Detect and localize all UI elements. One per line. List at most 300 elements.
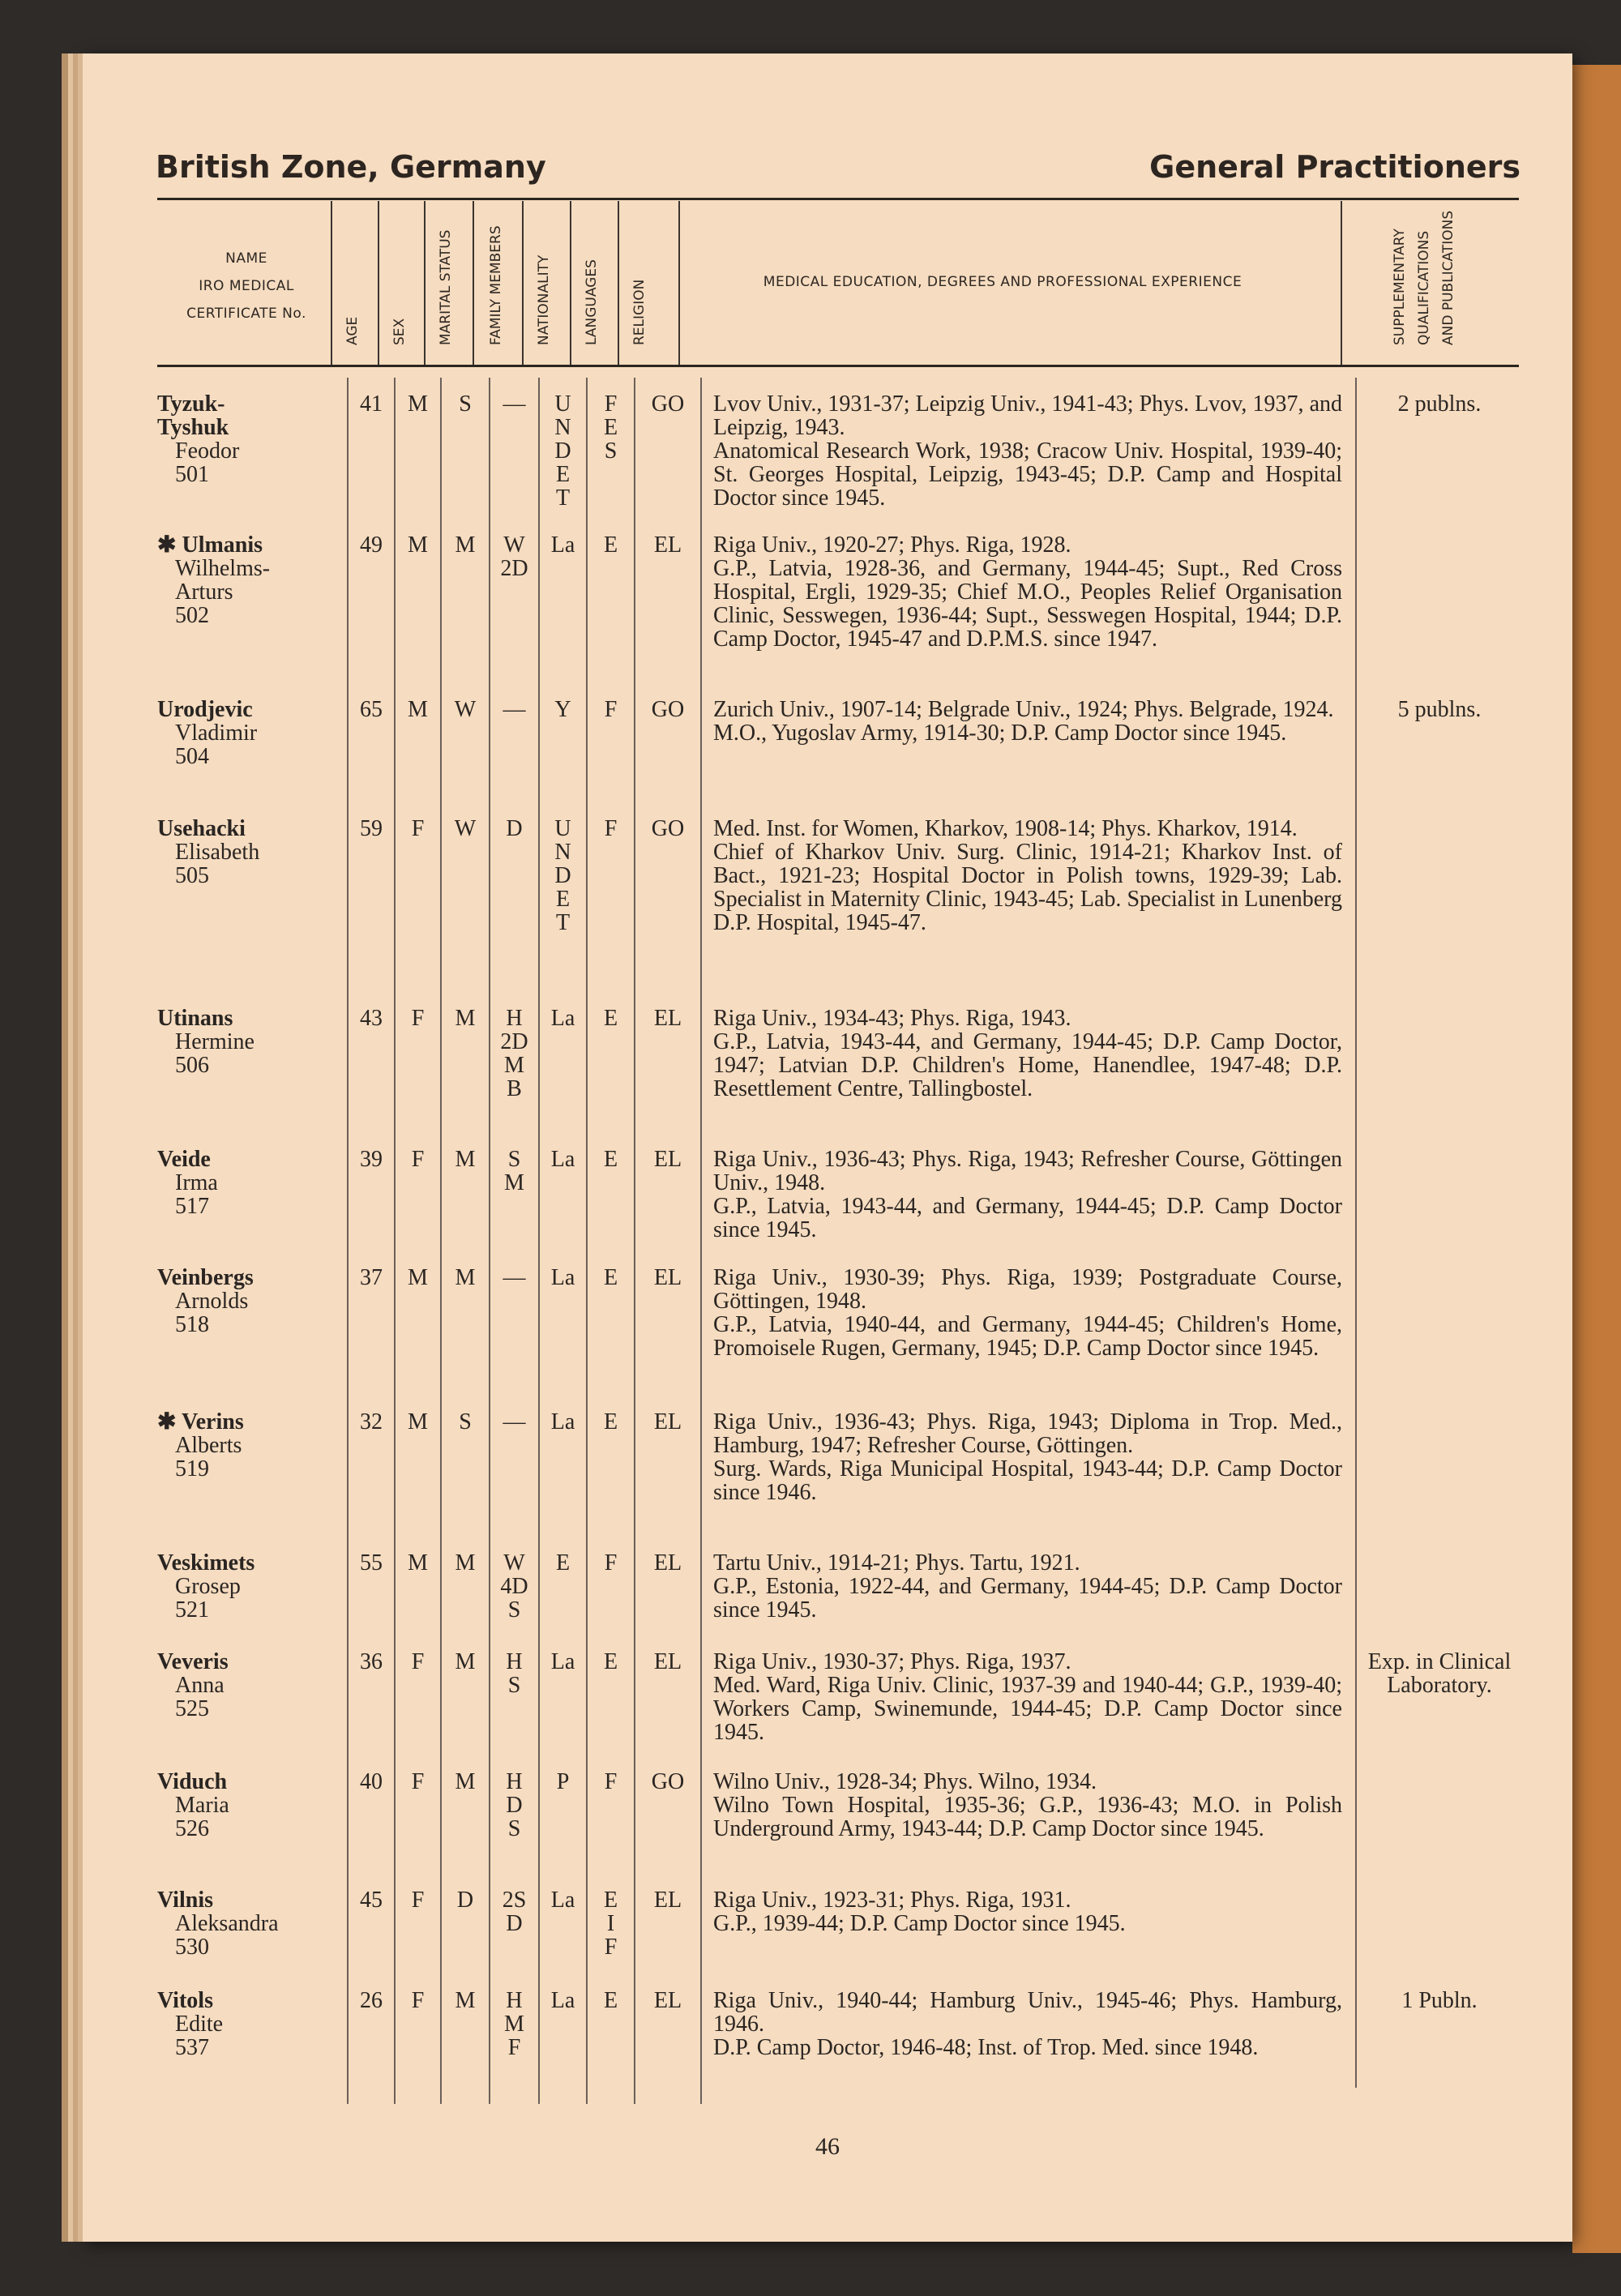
column-education-heading: MEDICAL EDUCATION, DEGREES AND PROFESSIONAL EXPERIENCE [763,274,1242,290]
family-value: H [506,1649,523,1674]
given-name: Hermine [175,1029,254,1054]
surname-text: Utinans [157,1006,233,1031]
religion-cell: EL [653,1988,682,2013]
family-cell [490,1148,538,1195]
surname-text: Urodjevic [157,697,253,722]
experience-text [713,1007,1342,1101]
certificate-number: 518 [175,1312,209,1337]
age-cell: 36 [360,1649,383,1674]
family-value: W [503,532,525,558]
marital-cell: M [455,1147,476,1172]
star-marker-icon: ✱ [157,1409,177,1434]
nationality-value: La [550,532,575,558]
certificate-number: 521 [175,1597,209,1623]
name-block [157,1148,344,1218]
column-name-heading [157,245,336,327]
family-cell [490,1551,538,1622]
languages-value: F [604,391,618,417]
column-languages-heading: LANGUAGES [584,259,600,345]
experience-text [713,1650,1342,1744]
family-value: 4D [500,1574,528,1599]
column-rule [678,201,680,365]
age-cell: 26 [360,1988,383,2013]
family-cell [490,698,538,721]
experience-paragraph: D.P. Camp Doctor, 1946-48; Inst. of Trop. Med. since 1948. [713,2035,1259,2060]
surname [157,1888,344,1912]
sex-cell: M [408,1409,428,1434]
nationality-value: D [554,438,571,464]
religion-cell: EL [653,1265,682,1290]
given-name: Grosep [175,1574,241,1599]
name-block [157,1888,344,1959]
body-column-rule [489,378,490,2104]
certificate-number: 501 [175,462,209,487]
given-name: Feodor [175,438,240,464]
experience-text [713,1770,1342,1841]
sex-cell: F [411,1147,425,1172]
body-column-rule [1355,378,1357,2088]
age-cell: 37 [360,1265,383,1290]
certificate-number: 537 [175,2035,209,2060]
column-rule [570,201,571,365]
experience-paragraph: Riga Univ., 1920-27; Phys. Riga, 1928. [713,532,1071,558]
certificate-number: 506 [175,1053,209,1078]
age-cell: 43 [360,1006,383,1031]
family-value: S [507,1816,521,1841]
family-value: D [506,1911,523,1936]
surname-text: Verins [181,1409,244,1434]
surname-text: Viduch [157,1769,228,1794]
body-column-rule [440,378,442,2104]
experience-paragraph: Wilno Univ., 1928-34; Phys. Wilno, 1934. [713,1769,1097,1794]
surname [157,1989,344,2012]
column-supplementary-heading: SUPPLEMENTARY QUALIFICATIONS AND PUBLICATIONS [1392,210,1456,345]
religion-cell: GO [651,697,685,722]
languages-value: E [603,1409,618,1434]
languages-value: F [604,697,618,722]
body-column-rule [538,378,540,2104]
marital-cell: M [455,532,476,558]
family-value: — [503,1409,526,1434]
family-cell [490,533,538,580]
surname [157,533,344,557]
experience-paragraph: Med. Ward, Riga Univ. Clinic, 1937-39 and 1940-44; G.P., 1939-40; Workers Camp, Swinemunde, 1944-45; D.P. Camp Doctor since 1945. [713,1673,1342,1745]
column-rule [331,201,332,365]
family-cell [490,1650,538,1697]
experience-paragraph: Zurich Univ., 1907-14; Belgrade Univ., 1924; Phys. Belgrade, 1924. [713,697,1334,722]
experience-paragraph: G.P., Latvia, 1943-44, and Germany, 1944-45; D.P. Camp Doctor since 1945. [713,1194,1342,1242]
languages-value: F [604,1769,618,1794]
sex-cell: F [411,816,425,841]
family-value: W [503,1550,525,1576]
name-block [157,533,344,627]
surname [157,392,344,416]
surname [157,1650,344,1674]
given-name: Arnolds [175,1289,249,1314]
experience-text [713,817,1342,934]
family-cell [490,392,538,416]
family-value: 2D [500,1029,528,1054]
surname-text: Veskimets [157,1550,255,1576]
age-cell: 39 [360,1147,383,1172]
given-name: Edite [175,2012,224,2037]
experience-paragraph: Riga Univ., 1936-43; Phys. Riga, 1943; Diploma in Trop. Med., Hamburg, 1947; Refresher Course, Göttingen. [713,1409,1342,1458]
given-name: Alberts [175,1433,242,1458]
sex-cell: F [411,1006,425,1031]
age-cell: 41 [360,391,383,417]
languages-cell [588,817,634,840]
sex-cell: M [408,1550,428,1576]
star-marker-icon: ✱ [157,532,177,558]
age-cell: 45 [360,1888,383,1913]
nationality-value: E [555,462,571,487]
religion-cell: EL [653,1409,682,1434]
experience-paragraph: G.P., Estonia, 1922-44, and Germany, 1944-45; D.P. Camp Doctor since 1945. [713,1574,1342,1623]
name-block [157,1650,344,1721]
name-block [157,1770,344,1841]
surname-text: Vitols [157,1988,213,2013]
body-column-rule [347,378,349,2104]
languages-value: E [603,1147,618,1172]
nationality-value: T [555,910,571,935]
surname-text: Usehacki [157,816,246,841]
marital-cell: M [455,1550,476,1576]
name-block [157,1007,344,1077]
nationality-cell [540,1007,586,1030]
family-value: — [503,697,526,722]
given-name: Elisabeth [175,840,260,865]
languages-cell [588,1888,634,1959]
experience-text [713,1266,1342,1360]
languages-cell [588,1989,634,2012]
certificate-number: 505 [175,863,209,888]
languages-value: F [604,1935,618,1960]
languages-value: E [603,1988,618,2013]
given-name: Vladimir [175,720,258,746]
column-rule [378,201,379,365]
surname-text: Tyzuk- [157,391,225,417]
family-value: B [507,1076,522,1101]
certificate-number: 525 [175,1696,209,1721]
column-name-line-1: NAME [225,250,267,267]
family-value: H [506,1006,523,1031]
family-value: S [507,1597,521,1623]
supplementary-text: 5 publns. [1397,697,1482,722]
religion-cell: EL [653,1006,682,1031]
age-cell: 55 [360,1550,383,1576]
surname [157,1266,344,1289]
family-cell [490,817,538,840]
age-cell: 40 [360,1769,383,1794]
languages-value: F [604,1550,618,1576]
experience-paragraph: Surg. Wards, Riga Municipal Hospital, 1943-44; D.P. Camp Doctor since 1946. [713,1456,1342,1505]
surname [157,1148,344,1171]
nationality-cell [540,1551,586,1575]
religion-cell: EL [653,532,682,558]
column-family-heading: FAMILY MEMBERS [488,225,504,345]
nationality-cell [540,1770,586,1794]
experience-paragraph: G.P., Latvia, 1928-36, and Germany, 1944-45; Supt., Red Cross Hospital, Ergli, 1929-35; Chief M.O., Peoples Relief Organisation Clinic, Sesswegen, 1936-44; Supt., Sesswegen Hospital, 1944; D.P. Camp Doctor, 1945-47 and D.P.M.S. since 1947. [713,556,1342,652]
family-value: D [506,816,523,841]
certificate-number: 517 [175,1194,209,1219]
nationality-value: E [555,887,571,912]
page-header-left: British Zone, Germany [156,149,546,185]
nationality-value: La [550,1006,575,1031]
column-age-heading: AGE [344,316,361,345]
languages-value: S [604,438,618,464]
marital-cell: M [455,1769,476,1794]
supplementary-text: Exp. in Clinical Laboratory. [1367,1649,1512,1698]
experience-paragraph: M.O., Yugoslav Army, 1914-30; D.P. Camp Doctor since 1945. [713,720,1287,746]
certificate-number: 526 [175,1816,209,1841]
languages-value: I [606,1911,615,1936]
experience-text [713,698,1342,745]
experience-paragraph: G.P., Latvia, 1940-44, and Germany, 1944-45; Children's Home, Promoisele Rugen, Germany, 1945; D.P. Camp Doctor since 1945. [713,1312,1342,1361]
family-value: F [507,2035,521,2060]
sex-cell: F [411,1888,425,1913]
nationality-cell [540,533,586,557]
given-name: Maria [175,1793,229,1818]
experience-paragraph: Riga Univ., 1923-31; Phys. Riga, 1931. [713,1888,1071,1913]
surname [157,1551,344,1575]
nationality-value: E [555,1550,571,1576]
nationality-cell [540,1650,586,1674]
surname [157,1410,344,1434]
nationality-value: P [556,1769,570,1794]
body-column-rule [700,378,702,2104]
column-religion-heading: RELIGION [631,279,648,345]
religion-cell: EL [653,1649,682,1674]
name-block [157,817,344,887]
experience-paragraph: G.P., Latvia, 1943-44, and Germany, 1944-45; D.P. Camp Doctor, 1947; Latvian D.P. Children's Home, Hanendlee, 1947-48; D.P. Resettlement Centre, Tallingbostel. [713,1029,1342,1101]
experience-paragraph: Riga Univ., 1930-37; Phys. Riga, 1937. [713,1649,1071,1674]
languages-cell [588,1650,634,1674]
sex-cell: F [411,1988,425,2013]
nationality-cell [540,1148,586,1171]
languages-value: E [603,1888,618,1913]
experience-text [713,1148,1342,1242]
sex-cell: F [411,1769,425,1794]
marital-cell: M [455,1988,476,2013]
family-cell [490,1007,538,1101]
family-value: H [506,1988,523,2013]
certificate-number: 502 [175,603,209,628]
family-cell [490,1888,538,1935]
experience-text [713,1888,1342,1935]
age-cell: 65 [360,697,383,722]
family-cell [490,1989,538,2059]
column-rule [473,201,474,365]
given-name: Aleksandra [175,1911,279,1936]
column-name-line-3: CERTIFICATE No. [186,306,306,322]
experience-paragraph: Lvov Univ., 1931-37; Leipzig Univ., 1941-43; Phys. Lvov, 1937, and Leipzig, 1943. [713,391,1342,440]
nationality-value: T [555,485,571,511]
nationality-cell [540,1888,586,1912]
family-cell [490,1266,538,1289]
surname-text: Vilnis [157,1888,213,1913]
nationality-value: U [554,391,571,417]
body-column-rule [586,378,588,2104]
languages-value: E [603,1649,618,1674]
surname-continued: Tyshuk [157,415,229,440]
nationality-cell [540,1989,586,2012]
nationality-value: La [550,1409,575,1434]
languages-value: F [604,816,618,841]
family-cell [490,1770,538,1841]
languages-value: E [603,415,618,440]
family-value: 2D [500,556,528,581]
given-name: Wilhelms- [175,556,271,581]
family-value: S [507,1147,521,1172]
column-sex-heading: SEX [391,318,408,345]
languages-cell [588,392,634,463]
sex-cell: M [408,1265,428,1290]
column-rule [618,201,619,365]
nationality-cell [540,392,586,510]
age-cell: 32 [360,1409,383,1434]
next-page-edge [1572,65,1621,2253]
age-cell: 49 [360,532,383,558]
family-value: D [506,1793,523,1818]
languages-cell [588,1770,634,1794]
marital-cell: M [455,1649,476,1674]
experience-paragraph: Anatomical Research Work, 1938; Cracow Univ. Hospital, 1939-40; St. Georges Hospital, Leipzig, 1943-45; D.P. Camp and Hospital Doctor since 1945. [713,438,1342,511]
languages-value: E [603,532,618,558]
surname-text: Veide [157,1147,211,1172]
nationality-value: La [550,1988,575,2013]
experience-text [713,1989,1342,2059]
body-column-rule [394,378,396,2104]
family-value: S [507,1673,521,1698]
family-cell [490,1410,538,1434]
surname [157,1007,344,1030]
languages-cell [588,698,634,721]
nationality-value: La [550,1649,575,1674]
page-number: 46 [815,2133,840,2160]
surname-text: Ulmanis [182,532,263,558]
experience-paragraph: Wilno Town Hospital, 1935-36; G.P., 1936-43; M.O. in Polish Underground Army, 1943-44; D.P. Camp Doctor since 1945. [713,1793,1342,1841]
experience-paragraph: Chief of Kharkov Univ. Surg. Clinic, 1914-21; Kharkov Inst. of Bact., 1921-23; Hospital Doctor in Polish towns, 1929-39; Lab. Specialist in Maternity Clinic, 1943-45; Lab. Specialist in Lunenberg D.P. Hospital, 1945-47. [713,840,1342,935]
certificate-number: 530 [175,1935,209,1960]
languages-value: E [603,1265,618,1290]
sex-cell: M [408,391,428,417]
family-value: M [504,1053,524,1078]
experience-paragraph: G.P., 1939-44; D.P. Camp Doctor since 1945. [713,1911,1126,1936]
marital-cell: M [455,1006,476,1031]
languages-cell [588,533,634,557]
column-marital-heading: MARITAL STATUS [438,229,454,345]
column-rule [424,201,426,365]
nationality-value: N [554,840,571,865]
surname-text: Veinbergs [157,1265,254,1290]
marital-cell: M [455,1265,476,1290]
header-rule-bottom [157,365,1519,367]
supplementary-text: 1 Publn. [1401,1988,1478,2013]
nationality-value: La [550,1147,575,1172]
languages-cell [588,1007,634,1030]
family-value: M [504,2012,524,2037]
experience-paragraph: Tartu Univ., 1914-21; Phys. Tartu, 1921. [713,1550,1080,1576]
column-rule [522,201,524,365]
nationality-cell [540,1410,586,1434]
column-name-line-2: IRO MEDICAL [199,278,294,294]
surname [157,1770,344,1794]
experience-paragraph: Riga Univ., 1934-43; Phys. Riga, 1943. [713,1006,1071,1031]
languages-cell [588,1148,634,1171]
family-value: M [504,1170,524,1195]
page-header-right: General Practitioners [1149,149,1520,185]
marital-cell: W [454,697,477,722]
document-page [83,53,1572,2242]
nationality-value: Y [554,697,571,722]
religion-cell: GO [651,816,685,841]
given-name-continued: Arturs [175,579,233,605]
languages-cell [588,1551,634,1575]
experience-paragraph: Riga Univ., 1930-39; Phys. Riga, 1939; Postgraduate Course, Göttingen, 1948. [713,1265,1342,1314]
body-column-rule [634,378,635,2104]
sex-cell: F [411,1649,425,1674]
nationality-value: U [554,816,571,841]
family-value: H [506,1769,523,1794]
nationality-value: D [554,863,571,888]
nationality-value: La [550,1888,575,1913]
name-block [157,1551,344,1622]
age-cell: 59 [360,816,383,841]
religion-cell: GO [651,1769,685,1794]
experience-paragraph: Riga Univ., 1940-44; Hamburg Univ., 1945-46; Phys. Hamburg, 1946. [713,1988,1342,2037]
given-name: Irma [175,1170,218,1195]
column-nationality-heading: NATIONALITY [536,254,552,345]
marital-cell: D [456,1888,474,1913]
name-block [157,1266,344,1336]
nationality-value: N [554,415,571,440]
name-block [157,698,344,768]
languages-value: E [603,1006,618,1031]
sex-cell: M [408,532,428,558]
marital-cell: W [454,816,477,841]
nationality-cell [540,1266,586,1289]
religion-cell: EL [653,1550,682,1576]
experience-paragraph: Med. Inst. for Women, Kharkov, 1908-14; Phys. Kharkov, 1914. [713,816,1298,841]
nationality-cell [540,817,586,934]
experience-text [713,1410,1342,1504]
sex-cell: M [408,697,428,722]
marital-cell: S [459,391,472,417]
nationality-value: La [550,1265,575,1290]
family-value: 2S [502,1888,527,1913]
religion-cell: EL [653,1147,682,1172]
given-name: Anna [175,1673,225,1698]
languages-cell [588,1266,634,1289]
nationality-cell [540,698,586,721]
experience-text [713,392,1342,510]
surname-text: Veveris [157,1649,229,1674]
certificate-number: 504 [175,744,209,769]
religion-cell: GO [651,391,685,417]
surname [157,698,344,721]
family-value: — [503,391,526,417]
experience-paragraph: Riga Univ., 1936-43; Phys. Riga, 1943; Refresher Course, Göttingen Univ., 1948. [713,1147,1342,1195]
experience-text [713,1551,1342,1622]
marital-cell: S [459,1409,472,1434]
family-value: — [503,1265,526,1290]
name-block [157,1989,344,2059]
name-block [157,1410,344,1481]
supplementary-text: 2 publns. [1397,391,1482,417]
name-block [157,392,344,486]
religion-cell: EL [653,1888,682,1913]
surname [157,817,344,840]
